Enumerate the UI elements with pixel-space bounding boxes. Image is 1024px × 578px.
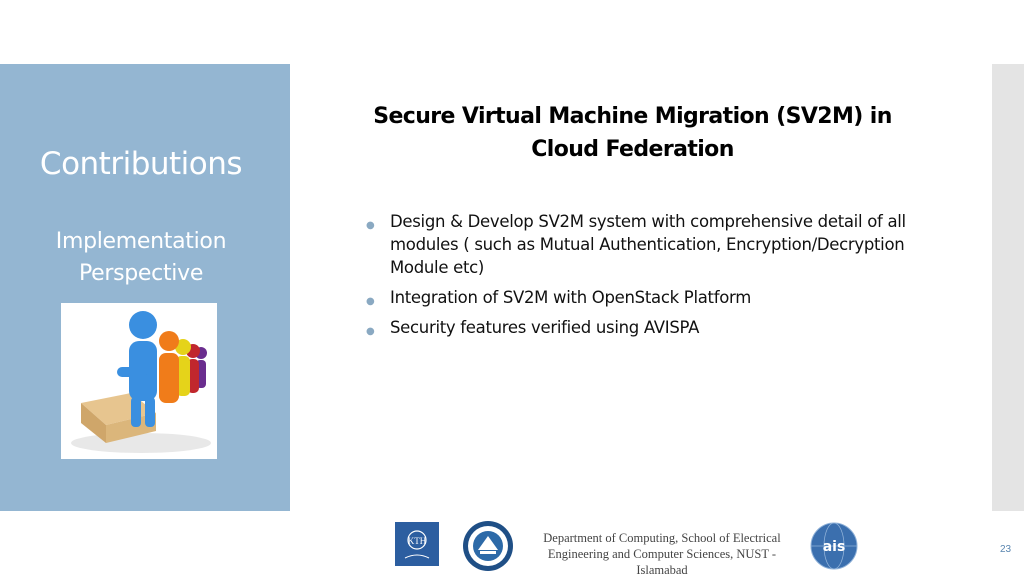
kth-logo-svg [395,522,439,566]
bullet-dot-icon: ● [366,296,375,307]
bullet-text: Security features verified using AVISPA [390,318,700,337]
section-title: Contributions [39,146,243,182]
bullet-dot-icon: ● [366,326,375,337]
bullet-list [366,210,956,346]
page-number: 23 [1000,544,1012,555]
section-subtitle: Implementation Perspective [55,229,227,286]
voting-clipart-svg [61,303,217,459]
kth-logo [395,522,439,566]
nust-seal-logo [462,520,514,572]
bullet-dot-icon: ● [366,220,375,231]
people-voting-ballot-box-image [61,303,217,459]
nust-seal-svg [462,520,514,572]
kth-logo-text: KTH [407,536,427,546]
ais-logo-text: ais [822,539,846,555]
bullet-text: Integration of SV2M with OpenStack Platform [390,288,751,307]
list-item [366,210,956,279]
slide-heading: Secure Virtual Machine Migration (SV2M) in Cloud Federation [373,104,892,162]
ais-logo-svg [810,522,858,570]
ais-globe-logo [810,522,858,570]
list-item [366,316,956,339]
footer-department-text: Department of Computing, School of Electrical Engineering and Computer Sciences, NUST - Islamabad [543,531,781,577]
list-item [366,286,956,309]
right-accent-strip [992,64,1024,511]
bullet-text: Design & Develop SV2M system with comprehensive detail of all modules ( such as Mutual Authentication, Encryption/Decryption Module etc) [390,212,906,277]
